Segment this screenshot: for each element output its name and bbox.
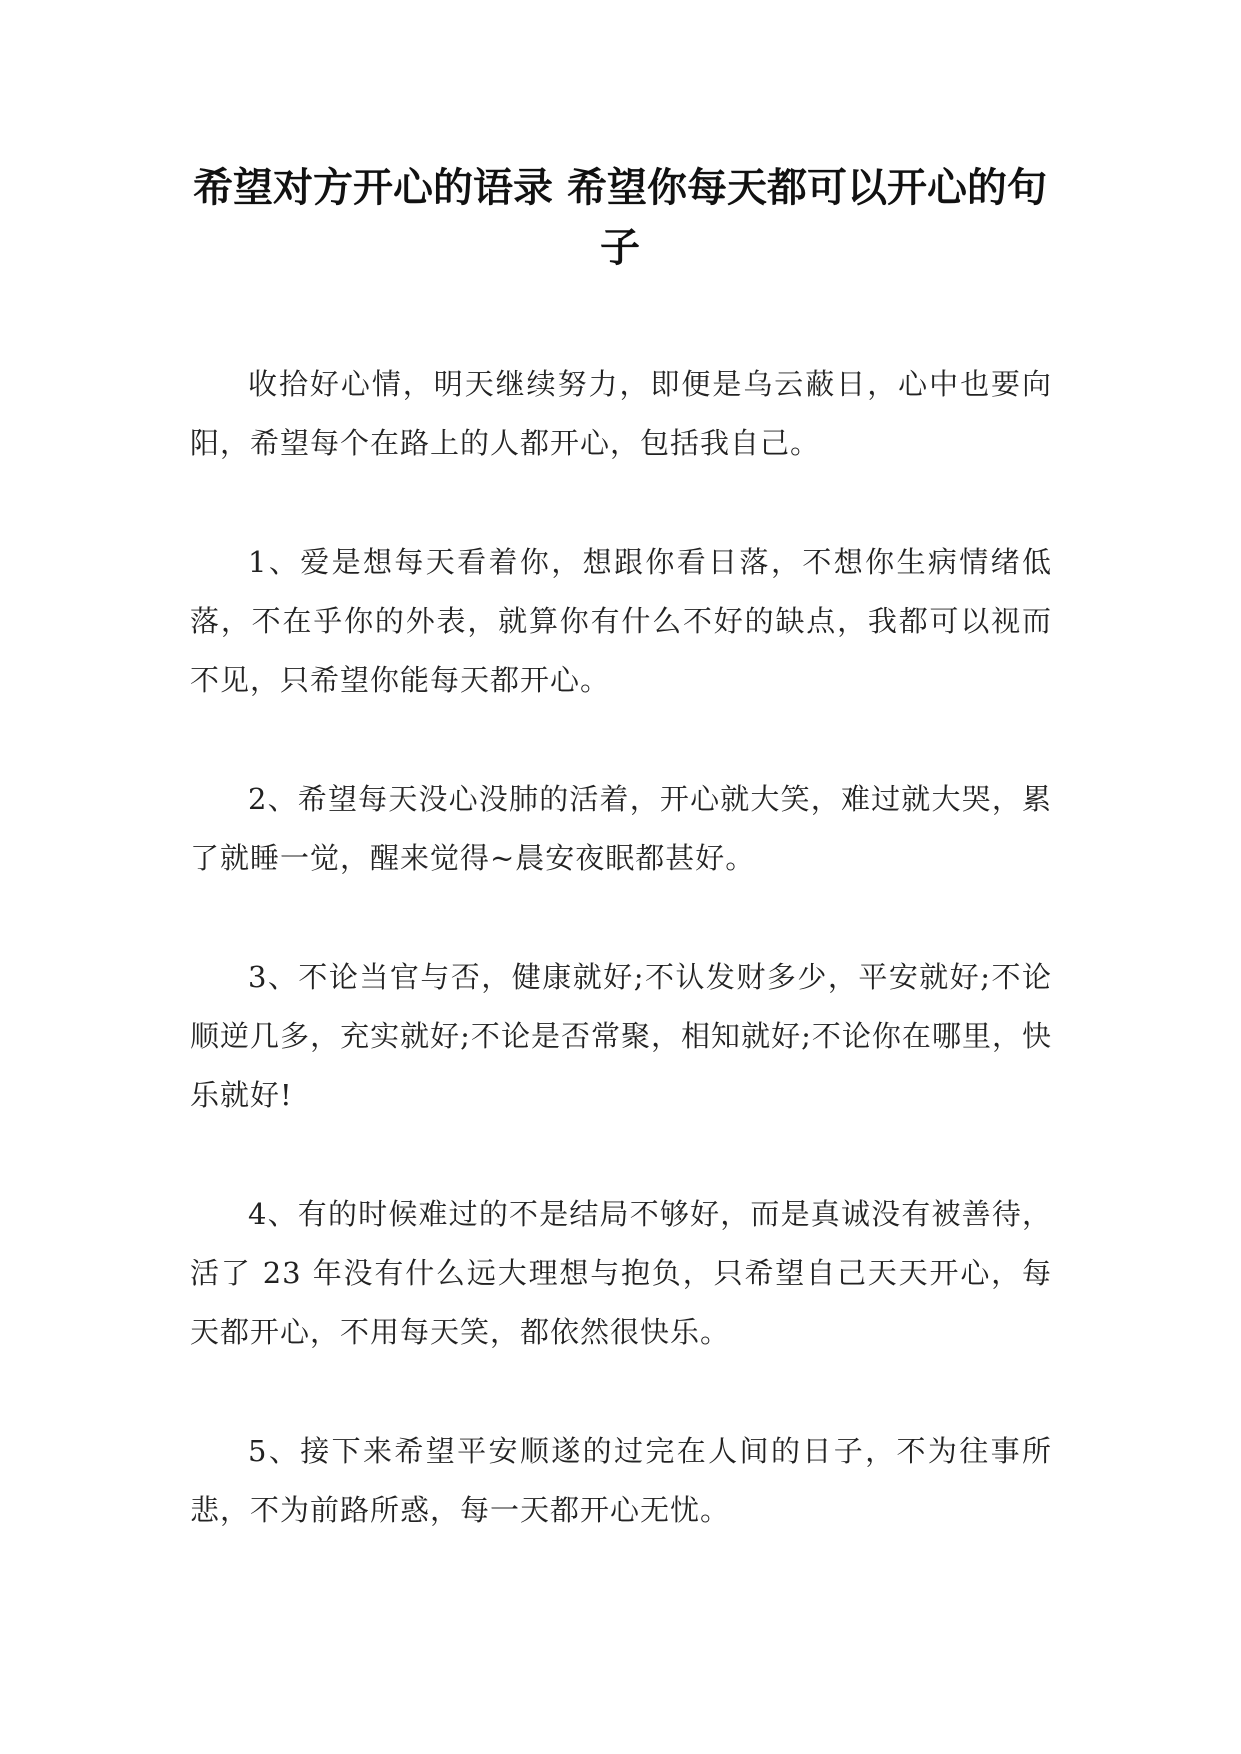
- intro-paragraph: 收拾好心情，明天继续努力，即便是乌云蔽日，心中也要向阳，希望每个在路上的人都开心，包括我自己。: [190, 367, 1052, 460]
- quote-paragraph-4: 4、有的时候难过的不是结局不够好，而是真诚没有被善待，活了 23 年没有什么远大理想与抱负，只希望自己天天开心，每天都开心，不用每天笑，都依然很快乐。: [190, 1197, 1052, 1349]
- quote-paragraph-5: 5、接下来希望平安顺遂的过完在人间的日子，不为往事所悲，不为前路所惑，每一天都开心无忧。: [190, 1434, 1052, 1527]
- document-title: 希望对方开心的语录 希望你每天都可以开心的句子: [193, 164, 1047, 271]
- document-body: [190, 355, 1052, 1600]
- quote-paragraph-1: 1、爱是想每天看着你，想跟你看日落，不想你生病情绪低落，不在乎你的外表，就算你有什么不好的缺点，我都可以视而不见，只希望你能每天都开心。: [190, 545, 1052, 697]
- quote-paragraph-2: 2、希望每天没心没肺的活着，开心就大笑，难过就大哭，累了就睡一觉，醒来觉得~晨安夜眠都甚好。: [190, 782, 1052, 875]
- quote-paragraph-3: 3、不论当官与否，健康就好;不认发财多少，平安就好;不论顺逆几多，充实就好;不论是否常聚，相知就好;不论你在哪里，快乐就好!: [190, 960, 1052, 1112]
